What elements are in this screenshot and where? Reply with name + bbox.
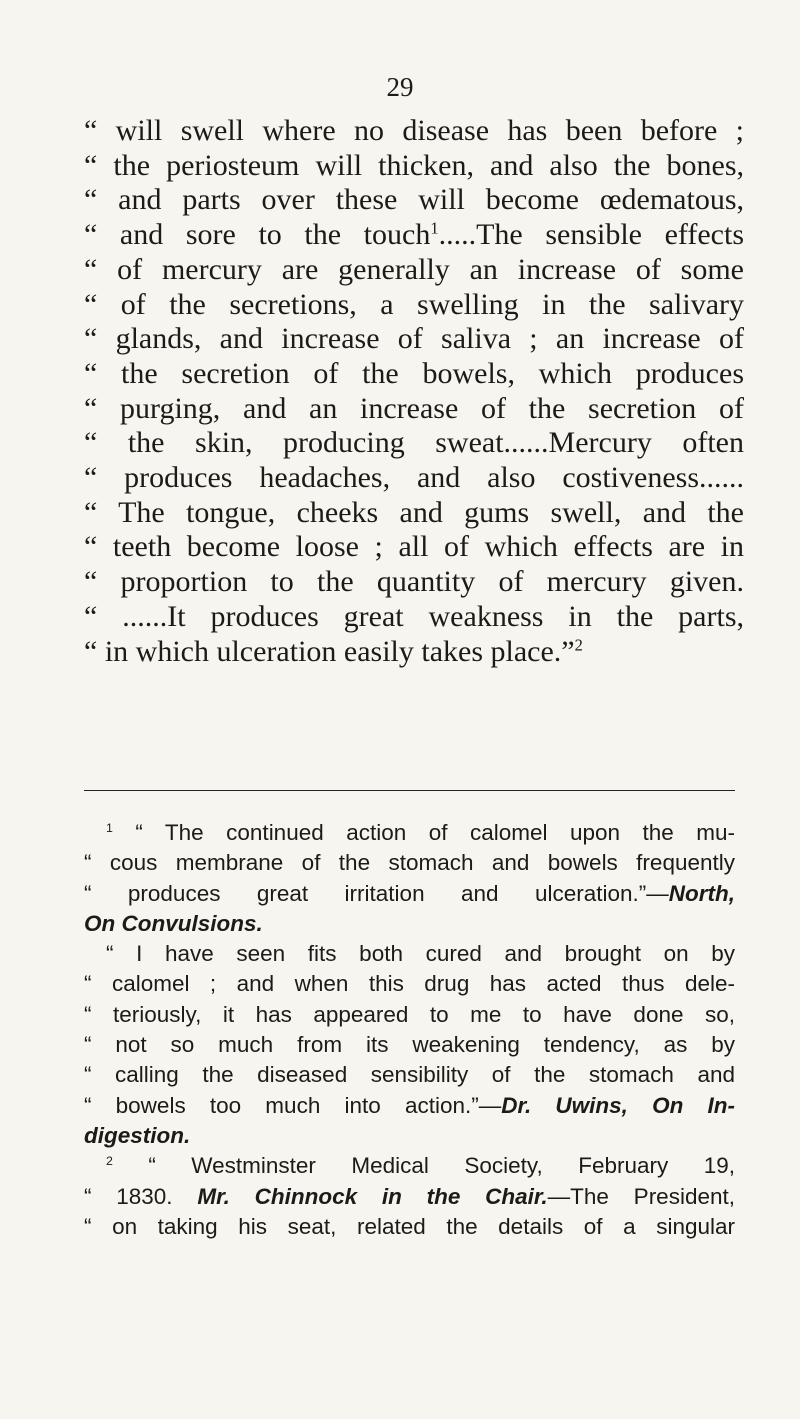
footnote-text: —The President, xyxy=(547,1183,735,1209)
footnote-text: “ The continued action of calomel upon the mu- xyxy=(135,820,735,845)
text-line: “ The tongue, cheeks and gums swell, and the xyxy=(84,495,744,529)
text-line: “ the periosteum will thicken, and also the bones, xyxy=(84,148,744,182)
footnote-citation: Mr. Chinnock in the Chair. xyxy=(197,1183,548,1209)
text-line: “ of mercury are generally an increase of some xyxy=(84,252,744,286)
footnote-citation: Dr. Uwins, On In- xyxy=(501,1092,735,1118)
footnote-marker-2: 2 xyxy=(106,1154,113,1169)
footnote-text: “ 1830. xyxy=(84,1183,198,1209)
text-line: “ and parts over these will become œdematous, xyxy=(84,183,744,217)
footnote-text: “ produces great irritation and ulceration.”— xyxy=(84,880,669,906)
text-line: “ glands, and increase of saliva ; an increase of xyxy=(84,322,744,356)
page-number: 29 xyxy=(386,72,414,102)
footnote-ref-2: 2 xyxy=(574,634,583,654)
text-line: “ purging, and an increase of the secretion of xyxy=(84,391,744,425)
footnote-line: “ teriously, it has appeared to me to have done so, xyxy=(84,1001,735,1027)
footnotes xyxy=(84,818,735,1242)
footnote-line: digestion. xyxy=(84,1122,191,1148)
footnote-line xyxy=(84,879,735,909)
footnote-line: “ calomel ; and when this drug has acted thus dele- xyxy=(84,971,735,997)
footnote-line xyxy=(84,1151,735,1181)
text-line: “ the secretion of the bowels, which produces xyxy=(84,356,744,390)
footnote-line xyxy=(84,1091,735,1121)
text-line: “ teeth become loose ; all of which effects are in xyxy=(84,530,744,564)
text-line xyxy=(84,218,744,253)
text-line: “ ......It produces great weakness in the parts, xyxy=(84,599,744,633)
text-line-part: “ in which ulceration easily takes place.” xyxy=(84,634,575,668)
footnote-line xyxy=(84,1182,735,1212)
footnote-line: On Convulsions. xyxy=(84,910,263,936)
text-line: “ will swell where no disease has been before ; xyxy=(84,114,744,147)
footnote-marker-1: 1 xyxy=(106,820,113,835)
footnote-line: “ cous membrane of the stomach and bowels frequently xyxy=(84,850,735,876)
text-line: “ of the secretions, a swelling in the salivary xyxy=(84,287,744,321)
text-line: “ the skin, producing sweat......Mercury often xyxy=(84,426,744,460)
footnote-divider xyxy=(84,790,735,791)
footnote-text: “ Westminster Medical Society, February 19, xyxy=(148,1153,735,1179)
footnote-line: “ on taking his seat, related the details of a singular xyxy=(84,1213,735,1239)
main-text xyxy=(84,114,744,669)
footnote-line: “ not so much from its weakening tendency, as by xyxy=(84,1032,735,1058)
text-line: “ proportion to the quantity of mercury given. xyxy=(84,565,744,599)
footnote-citation: North, xyxy=(668,880,735,906)
text-line-part: “ and sore to the touch xyxy=(84,218,431,252)
footnote-line: “ calling the diseased sensibility of the stomach and xyxy=(84,1062,735,1088)
footnote-text: “ bowels too much into action.”— xyxy=(84,1092,502,1118)
footnote-line: “ I have seen fits both cured and brought on by xyxy=(106,941,735,967)
footnote-line xyxy=(84,818,735,848)
text-line-part: .....The sensible effects xyxy=(438,218,744,252)
text-line xyxy=(84,635,744,670)
text-line: “ produces headaches, and also costiveness...... xyxy=(84,461,744,495)
footnote-ref-1: 1 xyxy=(430,218,439,238)
